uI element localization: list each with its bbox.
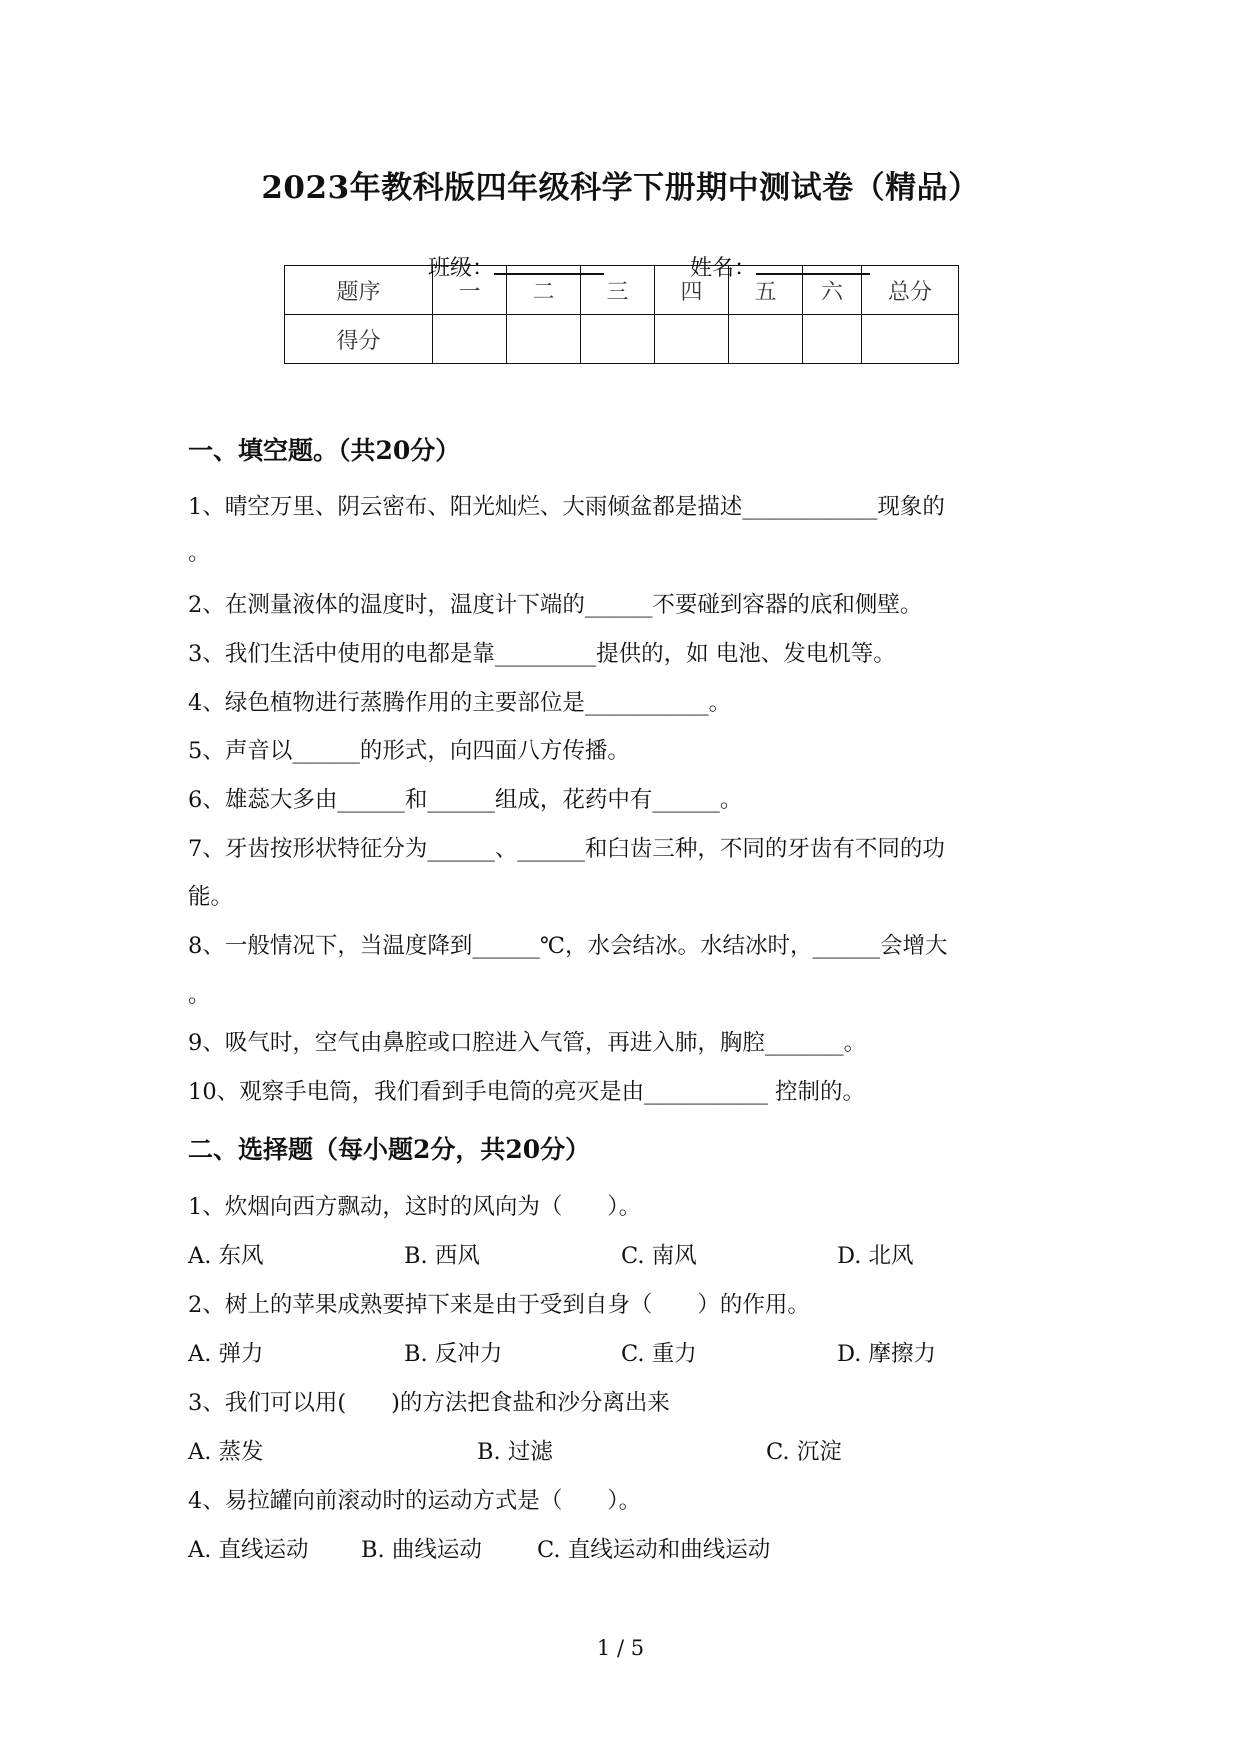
choice-3-option-c[interactable]: C. 沉淀 (766, 1439, 842, 1465)
score-table-score-row (285, 315, 959, 364)
header-cell: 题序 (285, 266, 433, 315)
choice-4-option-c[interactable]: C. 直线运动和曲线运动 (537, 1537, 771, 1563)
header-cell: 五 (729, 266, 803, 315)
choice-question-4: 4、易拉罐向前滚动时的运动方式是（ ）。 (188, 1488, 642, 1514)
score-cell[interactable] (862, 315, 959, 364)
fill-question-2: 2、在测量液体的温度时，温度计下端的______不要碰到容器的底和侧壁。 (188, 592, 923, 618)
fill-question-5: 5、声音以______的形式，向四面八方传播。 (188, 738, 630, 764)
fill-question-1: 1、晴空万里、阴云密布、阳光灿烂、大雨倾盆都是描述____________现象的 (188, 494, 945, 520)
choice-2-option-b[interactable]: B. 反冲力 (404, 1341, 503, 1367)
class-label: 班级： (428, 256, 495, 281)
exam-title: 2023年教科版四年级科学下册期中测试卷（精品） (261, 170, 980, 206)
choice-4-option-b[interactable]: B. 曲线运动 (361, 1537, 482, 1563)
choice-1-option-b[interactable]: B. 西风 (404, 1243, 480, 1269)
choice-1-option-d[interactable]: D. 北风 (837, 1243, 914, 1269)
choice-3-option-a[interactable]: A. 蒸发 (188, 1439, 264, 1465)
header-cell: 六 (803, 266, 862, 315)
choice-1-option-c[interactable]: C. 南风 (621, 1243, 697, 1269)
fill-question-10: 10、观察手电筒，我们看到手电筒的亮灭是由___________ 控制的。 (188, 1079, 866, 1105)
fill-question-7: 7、牙齿按形状特征分为______、______和臼齿三种，不同的牙齿有不同的功 (188, 836, 945, 862)
section2-heading: 二、选择题（每小题2分，共20分） (188, 1135, 591, 1164)
score-cell[interactable] (581, 315, 655, 364)
fill-question-9: 9、吸气时，空气由鼻腔或口腔进入气管，再进入肺，胸腔_______。 (188, 1030, 867, 1056)
header-cell: 四 (655, 266, 729, 315)
fill-question-3: 3、我们生活中使用的电都是靠_________提供的，如 电池、发电机等。 (188, 641, 896, 667)
choice-2-option-c[interactable]: C. 重力 (621, 1341, 697, 1367)
choice-2-option-d[interactable]: D. 摩擦力 (837, 1341, 937, 1367)
row-label-cell: 得分 (285, 315, 433, 364)
fill-question-8-cont: 。 (188, 982, 211, 1008)
score-table (284, 265, 959, 364)
fill-question-4: 4、绿色植物进行蒸腾作用的主要部位是___________。 (188, 690, 732, 716)
choice-2-option-a[interactable]: A. 弹力 (188, 1341, 264, 1367)
choice-question-2: 2、树上的苹果成熟要掉下来是由于受到自身（ ）的作用。 (188, 1292, 810, 1318)
score-cell[interactable] (655, 315, 729, 364)
section1-heading: 一、填空题。（共20分） (188, 436, 461, 465)
score-cell[interactable] (433, 315, 507, 364)
choice-question-1: 1、炊烟向西方飘动，这时的风向为（ ）。 (188, 1194, 642, 1220)
choice-1-option-a[interactable]: A. 东风 (188, 1243, 264, 1269)
score-table-header-row (285, 266, 959, 315)
score-cell[interactable] (507, 315, 581, 364)
fill-question-8: 8、一般情况下，当温度降到______℃，水会结冰。水结冰时，______会增大 (188, 933, 948, 959)
choice-4-option-a[interactable]: A. 直线运动 (188, 1537, 309, 1563)
score-cell[interactable] (729, 315, 803, 364)
fill-question-7-cont: 能。 (188, 884, 234, 910)
header-cell: 二 (507, 266, 581, 315)
name-label: 姓名： (690, 256, 757, 281)
header-cell: 三 (581, 266, 655, 315)
fill-question-6: 6、雄蕊大多由______和______组成，花药中有______。 (188, 787, 743, 813)
choice-question-3: 3、我们可以用( )的方法把食盐和沙分离出来 (188, 1390, 670, 1416)
header-cell: 一 (433, 266, 507, 315)
page-number: 1 / 5 (596, 1636, 645, 1660)
fill-question-1-cont: 。 (188, 540, 211, 566)
choice-3-option-b[interactable]: B. 过滤 (477, 1439, 553, 1465)
score-cell[interactable] (803, 315, 862, 364)
header-cell: 总分 (862, 266, 959, 315)
